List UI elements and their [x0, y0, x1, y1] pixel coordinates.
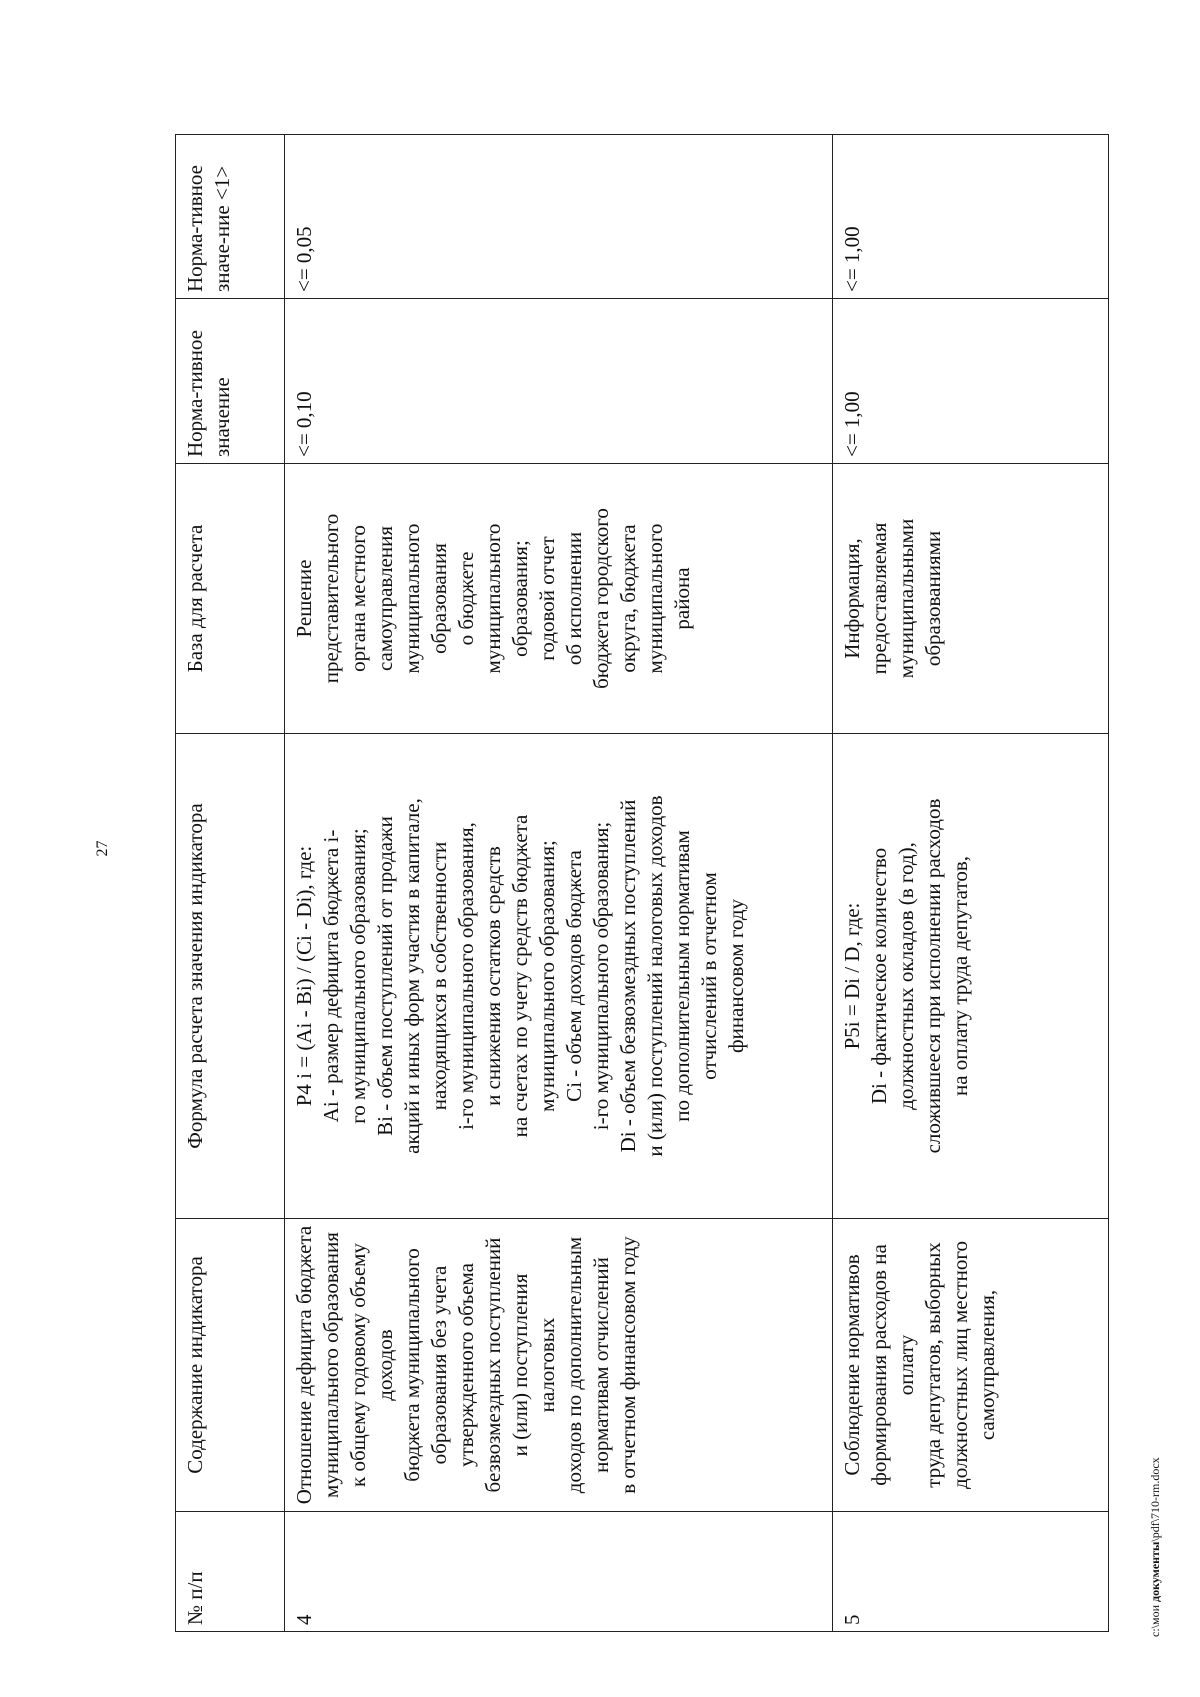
indicator-formula-line: акций и иных форм участия в капитале,: [400, 798, 424, 1154]
calculation-base: [285, 464, 833, 734]
indicator-content-line: и (или) поступления налоговых: [508, 1273, 559, 1457]
calculation-base-line: образования: [427, 543, 451, 654]
indicator-content-line: самоуправления,: [975, 1289, 999, 1441]
indicator-formula-line: на счетах по учету средств бюджета: [508, 814, 532, 1138]
footer-bold: документы: [1148, 1541, 1162, 1602]
indicator-content-line: Соблюдение нормативов: [840, 1254, 864, 1476]
calculation-base-line: об исполнении: [562, 531, 586, 666]
calculation-base-line: образованиями: [921, 530, 945, 667]
header-norm-2: Норма-тивное значе-ние <1>: [176, 135, 285, 299]
indicator-formula: [833, 734, 1109, 1219]
calculation-base-line: бюджета городского: [589, 508, 613, 689]
indicator-formula-line: находящихся в собственности: [427, 841, 451, 1111]
indicator-content-line: муниципального образования: [319, 1232, 343, 1498]
indicator-formula-line: должностных окладов (в год),: [894, 842, 918, 1110]
calculation-base-line: муниципального: [400, 523, 424, 674]
calculation-base-line: Решение: [292, 559, 316, 638]
calculation-base-line: самоуправления: [373, 525, 397, 672]
norm-value-2: <= 1,00: [833, 135, 1109, 299]
indicator-formula-line: по дополнительным нормативам: [670, 830, 694, 1122]
indicator-formula-line: муниципального образования;: [535, 840, 559, 1112]
calculation-base: [833, 464, 1109, 734]
indicator-formula-line: Di - объем безвозмездных поступлений: [616, 799, 640, 1153]
indicator-formula-line: i-го муниципального образования,: [454, 822, 478, 1130]
indicator-table: [175, 134, 1109, 1632]
page-number: 27: [94, 840, 111, 857]
header-content: Содержание индикатора: [176, 1219, 285, 1512]
header-base: База для расчета: [176, 464, 285, 734]
calculation-base-line: представительного: [319, 513, 343, 684]
table-row: [285, 135, 833, 1632]
calculation-base-line: органа местного: [346, 525, 370, 672]
indicator-formula-line: на оплату труда депутатов,: [948, 855, 972, 1097]
calculation-base-line: Информация,: [840, 538, 864, 659]
footer-prefix: c:\мои: [1148, 1601, 1162, 1637]
indicator-content-line: формирования расходов на оплату: [867, 1244, 918, 1486]
indicator-content-line: труда депутатов, выборных: [921, 1242, 945, 1488]
calculation-base-line: о бюджете: [454, 551, 478, 646]
calculation-base-line: округа, бюджета: [616, 524, 640, 673]
header-no: № п/п: [176, 1512, 285, 1632]
indicator-content-line: бюджета муниципального: [400, 1248, 424, 1482]
indicator-formula-line: и снижения остатков средств: [481, 846, 505, 1106]
norm-value-1: <= 0,10: [285, 299, 833, 464]
indicator-formula-line: Ai - размер дефицита бюджета i-: [319, 829, 343, 1123]
header-formula: Формула расчета значения индикатора: [176, 734, 285, 1219]
header-norm-1: Норма-тивное значение: [176, 299, 285, 464]
footer-suffix: \pdf\710-rm.docx: [1148, 1457, 1162, 1542]
calculation-base-line: муниципального: [481, 523, 505, 674]
table-header-row: [176, 135, 285, 1632]
indicator-formula-line: P4 i = (Ai - Bi) / (Ci - Di), где:: [292, 845, 316, 1107]
row-number: 5: [833, 1512, 1109, 1632]
indicator-formula-line: отчислений в отчетном: [697, 872, 721, 1080]
calculation-base-line: муниципального: [643, 523, 667, 674]
indicator-formula-line: i-го муниципального образования;: [589, 821, 613, 1131]
norm-value-2: <= 0,05: [285, 135, 833, 299]
indicator-content-line: в отчетном финансовом году: [616, 1236, 640, 1494]
indicator-content-line: нормативам отчислений: [589, 1257, 613, 1473]
calculation-base-line: района: [670, 567, 694, 630]
indicator-formula-line: го муниципального образования;: [346, 828, 370, 1124]
indicator-content-line: Отношение дефицита бюджета: [292, 1225, 316, 1505]
indicator-content-line: утвержденного объема: [454, 1263, 478, 1467]
indicator-content-line: образования без учета: [427, 1265, 451, 1465]
indicator-formula-line: сложившееся при исполнении расходов: [921, 798, 945, 1154]
calculation-base-line: образования;: [508, 540, 532, 657]
indicator-formula-line: финансовом году: [724, 898, 748, 1054]
indicator-formula-line: Di - фактическое количество: [867, 847, 891, 1105]
indicator-content-line: доходов по дополнительным: [562, 1236, 586, 1494]
indicator-formula-line: Bi - объем поступлений от продажи: [373, 816, 397, 1136]
calculation-base-line: муниципальными: [894, 518, 918, 679]
indicator-formula-line: Ci - объем доходов бюджета: [562, 850, 586, 1102]
calculation-base-line: годовой отчет: [535, 536, 559, 661]
table-row: [833, 135, 1109, 1632]
indicator-content: [833, 1219, 1109, 1512]
indicator-formula-line: P5i = Di / D, где:: [840, 902, 864, 1050]
indicator-formula-line: и (или) поступлений налоговых доходов: [643, 795, 667, 1157]
calculation-base-line: предоставляемая: [867, 522, 891, 675]
norm-value-1: <= 1,00: [833, 299, 1109, 464]
indicator-formula: [285, 734, 833, 1219]
indicator-content-line: безвозмездных поступлений: [481, 1237, 505, 1493]
indicator-content-line: к общему годовому объему доходов: [346, 1243, 397, 1487]
row-number: 4: [285, 1512, 833, 1632]
file-path-footer: [1148, 1457, 1163, 1637]
indicator-content: [285, 1219, 833, 1512]
indicator-content-line: должностных лиц местного: [948, 1241, 972, 1489]
